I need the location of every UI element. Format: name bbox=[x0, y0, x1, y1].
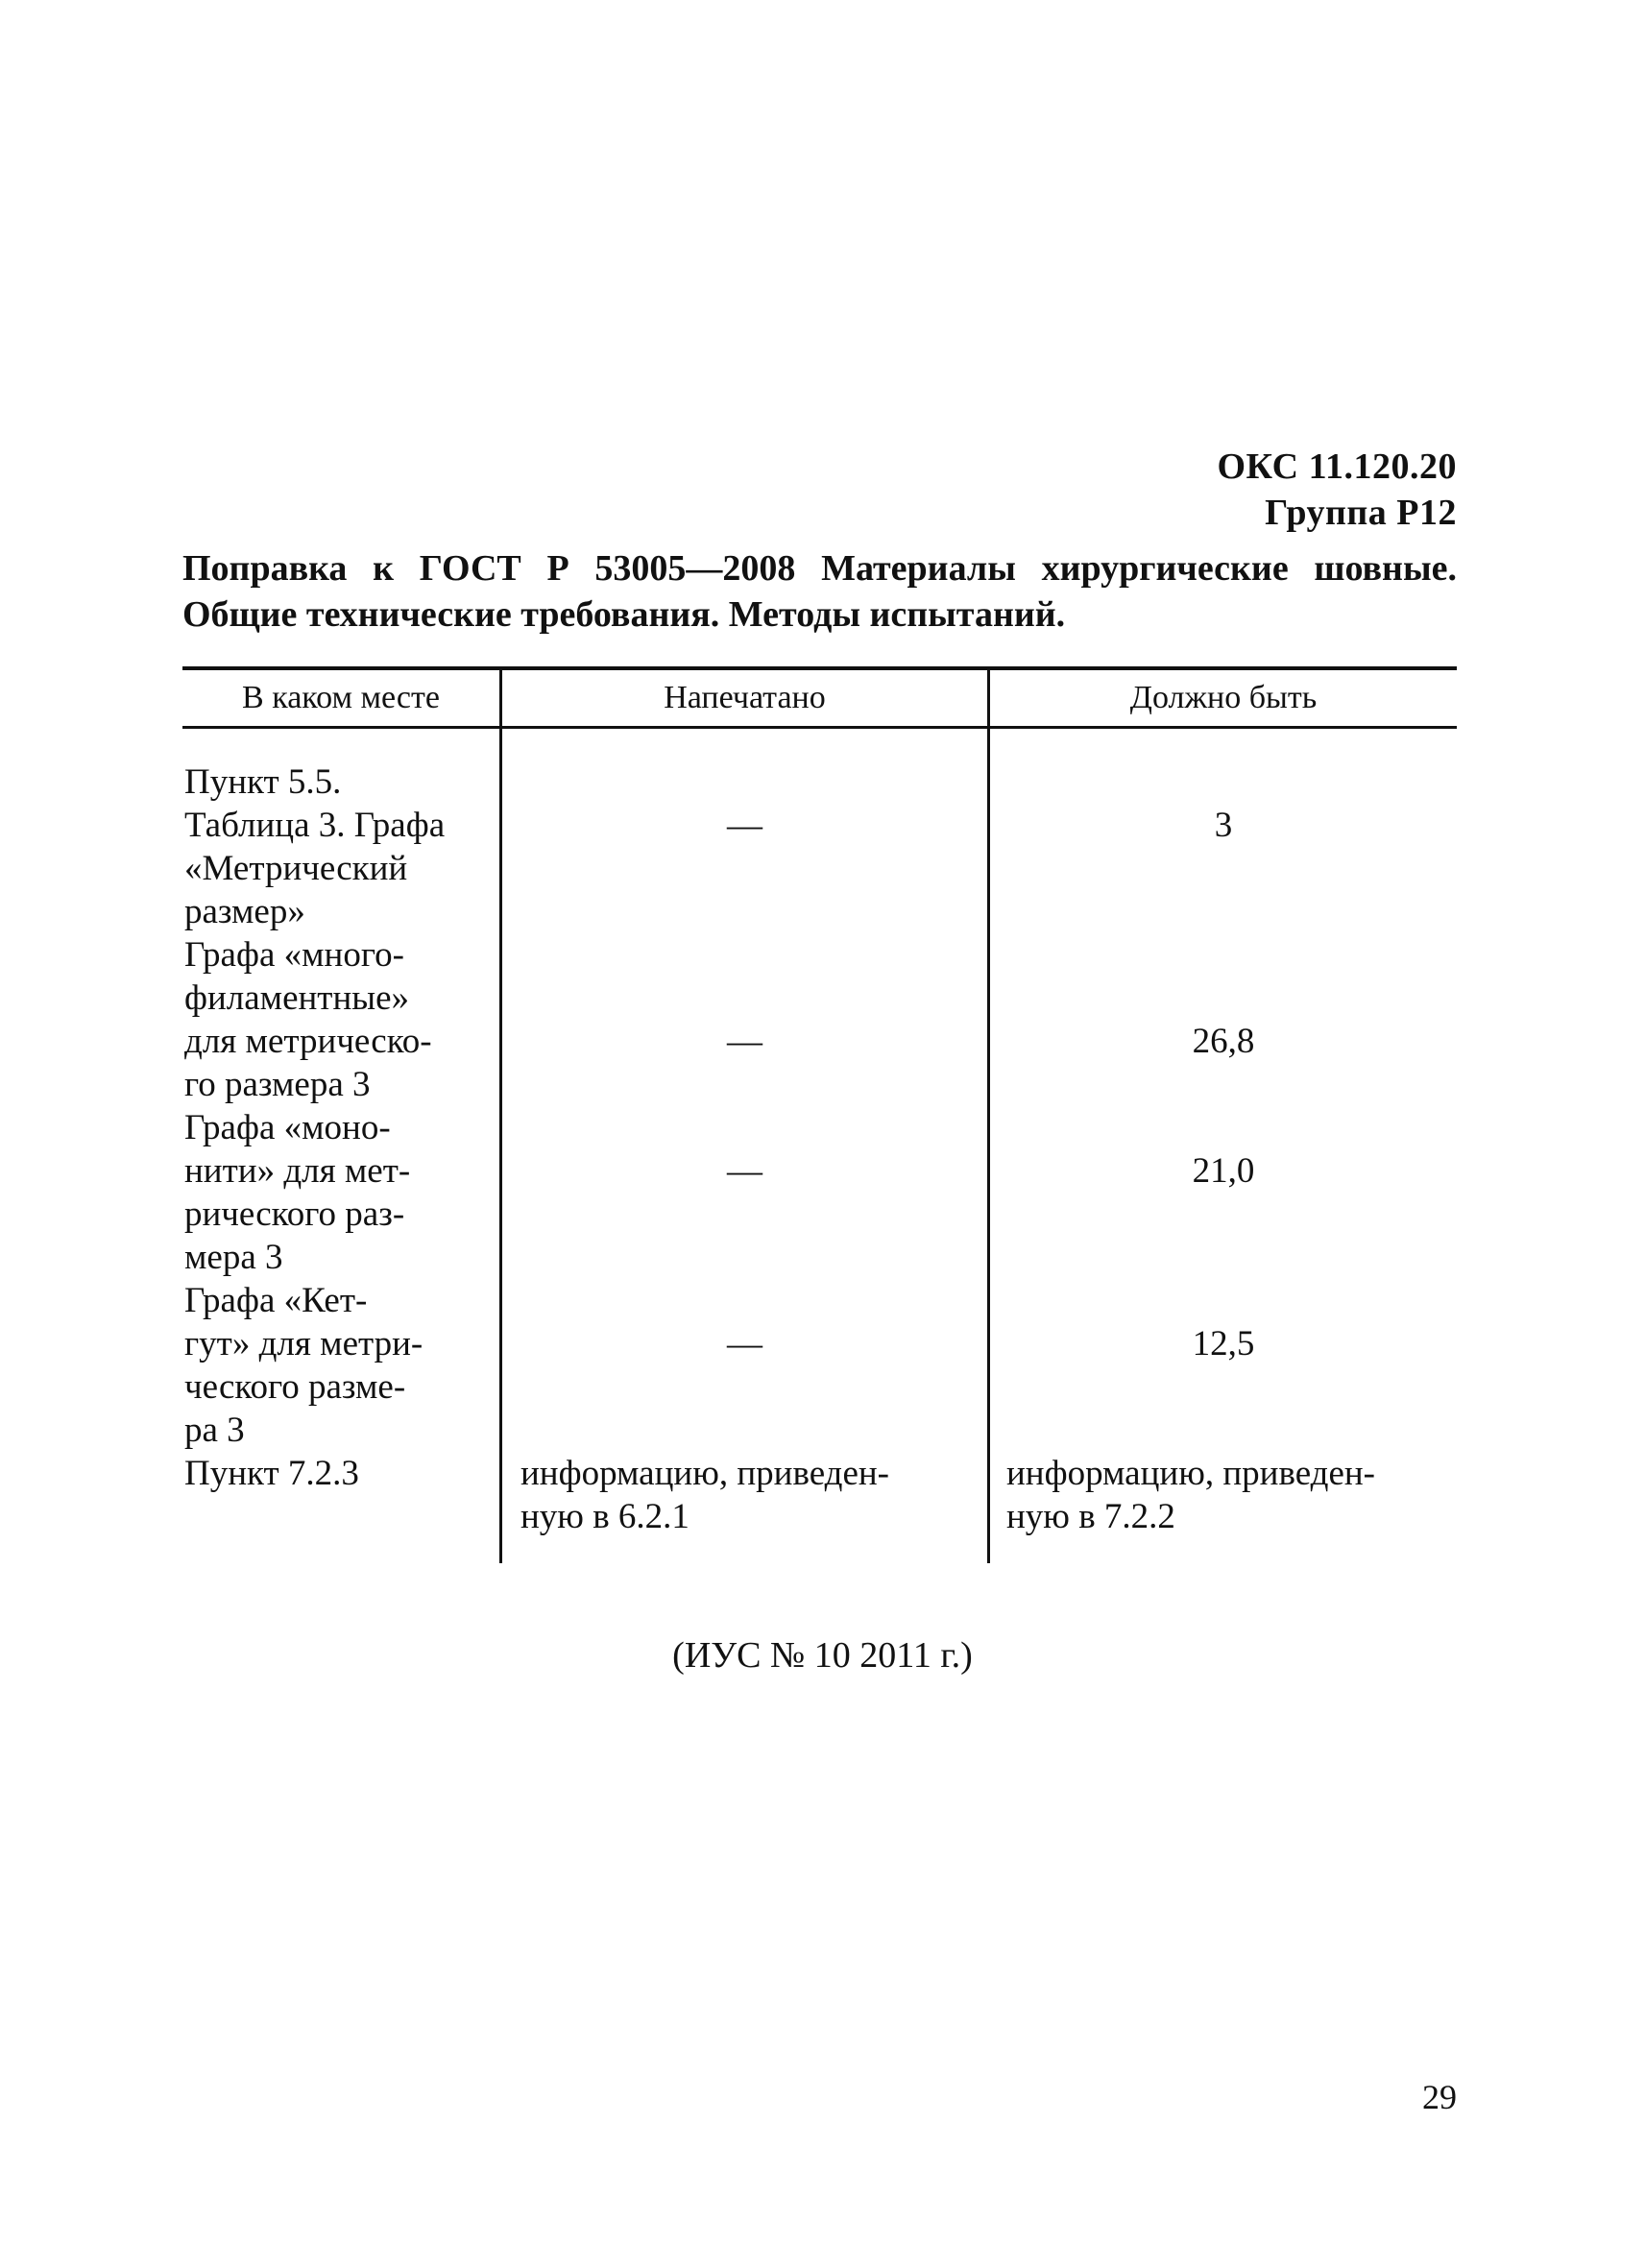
table-row-printed: — bbox=[727, 1151, 762, 1191]
oks-code: ОКС 11.120.20 bbox=[1217, 446, 1457, 487]
column-header-place: В каком месте bbox=[242, 680, 440, 715]
group-code: Группа Р12 bbox=[1265, 493, 1457, 533]
table-row-should-be: 12,5 bbox=[1192, 1324, 1255, 1363]
column-header-printed: Напечатано bbox=[664, 680, 826, 715]
table-row-printed: — bbox=[727, 1022, 762, 1061]
table-row-place: Графа «много- филаментные» для метрическо- го размера 3 bbox=[184, 935, 432, 1104]
table-row-place: Графа «Кет- гут» для метри- ческого разме- ра 3 bbox=[184, 1281, 423, 1450]
ius-reference: (ИУС № 10 2011 г.) bbox=[672, 1635, 973, 1676]
column-header-should-be: Должно быть bbox=[1129, 680, 1318, 715]
table-row-place: Пункт 5.5. Таблица 3. Графа «Метрический размер» bbox=[184, 762, 446, 931]
table-row-printed: — bbox=[727, 806, 762, 845]
table-row-should-be: информацию, приведен- ную в 7.2.2 bbox=[1006, 1454, 1376, 1536]
table-row-place: Графа «моно- нити» для мет- рического раз- мера 3 bbox=[184, 1108, 411, 1277]
table-row-place: Пункт 7.2.3 bbox=[184, 1454, 359, 1493]
table-row-should-be: 26,8 bbox=[1192, 1022, 1255, 1061]
amendment-table bbox=[182, 666, 1457, 1563]
table-row-should-be: 3 bbox=[1214, 806, 1233, 845]
table-row-printed: — bbox=[727, 1324, 762, 1363]
table-row-should-be: 21,0 bbox=[1192, 1151, 1255, 1191]
document-header bbox=[1217, 444, 1457, 536]
document-title: Поправка к ГОСТ Р 53005—2008 Материалы хирургические шовные. Общие технические требования. Методы испытаний. bbox=[182, 548, 1457, 635]
table-header-rule bbox=[182, 726, 1457, 729]
table-row-printed: информацию, приведен- ную в 6.2.1 bbox=[520, 1454, 890, 1536]
page-number: 29 bbox=[1422, 2078, 1457, 2116]
